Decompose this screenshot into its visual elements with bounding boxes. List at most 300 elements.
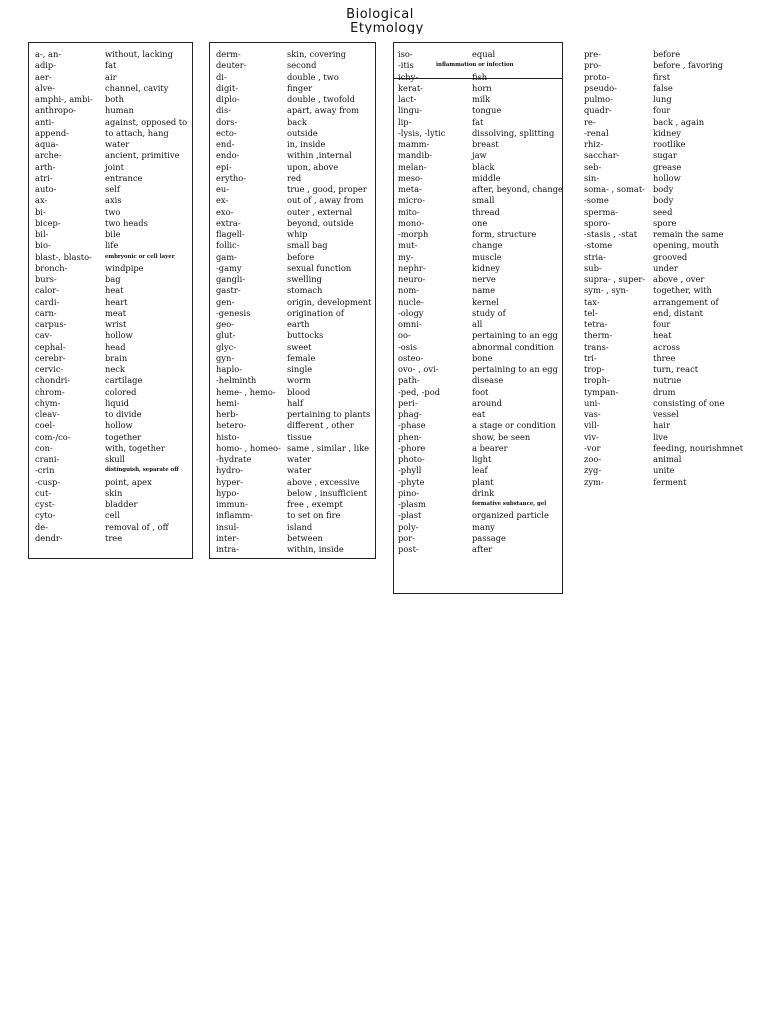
term-meaning: organized particle: [472, 510, 549, 521]
term-meaning: horn: [472, 82, 492, 93]
term-row: [35, 375, 187, 386]
term-row: [584, 319, 754, 330]
term-prefix: meta-: [398, 184, 422, 194]
term-meaning: upon, above: [287, 161, 339, 172]
term-row: [216, 443, 370, 454]
term-meaning: out of , away from: [287, 195, 364, 206]
term-meaning: all: [472, 319, 483, 329]
term-prefix: gen-: [216, 296, 235, 307]
term-meaning: dissolving, splitting: [472, 127, 555, 138]
term-meaning: small bag: [287, 240, 328, 251]
term-row: [35, 162, 187, 173]
term-meaning: grease: [653, 161, 682, 172]
term-row: [398, 139, 558, 150]
term-meaning: brain: [105, 352, 128, 363]
term-prefix: lip-: [398, 116, 412, 127]
term-prefix: anti-: [35, 116, 55, 127]
term-prefix: vas-: [584, 409, 601, 419]
term-row: [35, 432, 187, 443]
term-meaning: light: [472, 454, 492, 464]
term-meaning: apart, away from: [287, 105, 359, 116]
term-row: [35, 274, 187, 285]
term-meaning: double , two: [287, 71, 339, 82]
term-meaning: milk: [472, 94, 491, 104]
term-row: [35, 83, 187, 94]
term-row: [398, 285, 558, 296]
term-prefix: sin-: [584, 172, 600, 183]
term-meaning: kidney: [472, 262, 500, 273]
term-meaning: liquid: [105, 397, 129, 408]
term-row: [398, 432, 558, 443]
term-prefix: phag-: [398, 409, 422, 419]
term-meaning: different , other: [287, 420, 354, 431]
term-prefix: extra-: [216, 217, 241, 228]
term-prefix: tetra-: [584, 319, 608, 329]
term-meaning: earth: [287, 319, 310, 329]
term-meaning: live: [653, 431, 668, 442]
term-prefix: cervic-: [35, 364, 64, 374]
term-meaning: two heads: [105, 217, 148, 228]
term-row: [584, 443, 754, 454]
term-row: [216, 139, 370, 150]
term-prefix: adip-: [35, 60, 57, 71]
term-row: [584, 432, 754, 443]
term-meaning: water: [105, 139, 130, 149]
term-row: [216, 375, 370, 386]
term-prefix: append-: [35, 127, 69, 138]
term-row: [398, 533, 558, 544]
term-row: [216, 94, 370, 105]
term-row: [584, 162, 754, 173]
term-meaning: eat: [472, 409, 486, 419]
term-meaning: head: [105, 341, 126, 352]
term-prefix: -hydrate: [216, 454, 252, 464]
term-meaning: heat: [105, 285, 124, 296]
term-row: [35, 150, 187, 161]
term-prefix: arche-: [35, 150, 62, 161]
term-row: [584, 240, 754, 251]
term-meaning: form, structure: [472, 229, 537, 239]
term-prefix: burs-: [35, 274, 57, 284]
term-prefix: nom-: [398, 285, 420, 296]
term-meaning: after, beyond, change: [472, 184, 563, 194]
term-row: [398, 72, 558, 83]
term-meaning: fat: [472, 116, 484, 127]
term-row: [398, 454, 558, 465]
term-row: [35, 139, 187, 150]
term-meaning: to set on fire: [287, 510, 341, 521]
term-prefix: cav-: [35, 330, 53, 341]
term-prefix: haplo-: [216, 364, 243, 374]
term-meaning: arrangement of: [653, 296, 719, 307]
term-meaning: outside: [287, 127, 318, 138]
term-row: [35, 117, 187, 128]
term-row: [584, 252, 754, 263]
term-row: [216, 229, 370, 240]
term-meaning: channel, cavity: [105, 82, 169, 93]
term-row: [398, 117, 558, 128]
term-meaning: water: [287, 465, 312, 476]
term-prefix: uni-: [584, 397, 601, 408]
term-meaning: consisting of one: [653, 397, 725, 408]
term-meaning: middle: [472, 172, 501, 183]
term-row: [398, 499, 558, 510]
term-meaning: one: [472, 217, 488, 228]
column-4: [584, 49, 754, 488]
term-meaning: tree: [105, 532, 123, 543]
term-row: [216, 454, 370, 465]
term-prefix: flagell-: [216, 229, 245, 239]
term-prefix: poly-: [398, 521, 419, 532]
term-prefix: -stome: [584, 240, 613, 251]
term-meaning: animal: [653, 454, 682, 464]
term-meaning: heat: [653, 330, 672, 341]
term-meaning: sweet: [287, 341, 312, 352]
term-row: [35, 499, 187, 510]
term-meaning: spore: [653, 217, 677, 228]
term-meaning: life: [105, 240, 119, 251]
term-row: [398, 218, 558, 229]
term-row: [35, 49, 187, 60]
term-prefix: supra- , super-: [584, 274, 646, 284]
term-row: [35, 285, 187, 296]
term-meaning: drink: [472, 487, 495, 498]
term-row: [398, 342, 558, 353]
term-prefix: sub-: [584, 262, 602, 273]
term-meaning: beyond, outside: [287, 217, 354, 228]
term-prefix: gastr-: [216, 285, 241, 296]
term-meaning: wrist: [105, 319, 127, 329]
term-meaning: remain the same: [653, 229, 724, 239]
term-meaning: origination of: [287, 307, 344, 318]
term-meaning: bile: [105, 229, 121, 239]
term-meaning: windpipe: [105, 262, 144, 273]
term-row: [216, 60, 370, 71]
term-meaning: jaw: [472, 150, 487, 161]
term-prefix: vill-: [584, 420, 600, 431]
term-row: [398, 488, 558, 499]
term-row: [398, 229, 558, 240]
term-row: [35, 454, 187, 465]
term-meaning: vessel: [653, 409, 679, 419]
term-row: [398, 94, 558, 105]
term-meaning: grooved: [653, 251, 688, 262]
term-meaning: hair: [653, 420, 670, 431]
term-meaning: stomach: [287, 285, 323, 296]
term-meaning: blood: [287, 386, 311, 397]
term-row: [35, 342, 187, 353]
term-row: [398, 364, 558, 375]
term-meaning: tongue: [472, 105, 502, 116]
term-row: [35, 60, 187, 71]
term-prefix: amphi-, ambi-: [35, 94, 93, 104]
term-meaning: equal: [472, 49, 496, 59]
term-prefix: quadr-: [584, 105, 612, 116]
term-row: [584, 274, 754, 285]
term-meaning: nerve: [472, 274, 496, 284]
term-row: [398, 465, 558, 476]
term-row: [216, 162, 370, 173]
term-meaning: point, apex: [105, 476, 152, 487]
term-row: [35, 218, 187, 229]
term-prefix: lact-: [398, 94, 417, 104]
term-row: [584, 409, 754, 420]
term-row: [216, 353, 370, 364]
term-row: [398, 195, 558, 206]
term-prefix: tax-: [584, 296, 600, 307]
term-meaning: thread: [472, 206, 500, 217]
term-meaning: fat: [105, 60, 117, 71]
term-prefix: homo- , homeo-: [216, 442, 281, 453]
page-title: [300, 8, 460, 34]
term-prefix: derm-: [216, 49, 241, 59]
term-prefix: zoo-: [584, 454, 602, 464]
term-prefix: pino-: [398, 487, 420, 498]
term-meaning: abnormal condition: [472, 341, 554, 352]
term-row: [35, 420, 187, 431]
term-row: [584, 342, 754, 353]
term-meaning: between: [287, 532, 323, 543]
term-prefix: -plasm: [398, 499, 426, 509]
term-prefix: iso-: [398, 49, 413, 59]
term-row: [35, 173, 187, 184]
term-row: [398, 274, 558, 285]
term-prefix: photo-: [398, 454, 425, 464]
term-meaning: hollow: [105, 330, 133, 341]
term-row: [216, 128, 370, 139]
term-prefix: post-: [398, 544, 419, 554]
term-meaning: both: [105, 94, 124, 104]
term-prefix: end-: [216, 139, 235, 149]
term-prefix: -ped, -pod: [398, 386, 441, 397]
term-prefix: mito-: [398, 206, 420, 217]
term-meaning: under: [653, 262, 678, 273]
term-meaning: worm: [287, 375, 311, 386]
term-row: [216, 342, 370, 353]
term-prefix: pro-: [584, 60, 602, 71]
term-row: [584, 285, 754, 296]
term-prefix: con-: [35, 442, 53, 453]
term-prefix: stria-: [584, 251, 606, 262]
term-row: [398, 60, 558, 71]
term-row: [398, 105, 558, 116]
term-prefix: bil-: [35, 229, 49, 239]
term-row: [216, 218, 370, 229]
term-prefix: cerebr-: [35, 352, 66, 363]
term-row: [216, 432, 370, 443]
term-meaning: in, inside: [287, 139, 326, 149]
term-prefix: exo-: [216, 206, 234, 217]
term-row: [216, 263, 370, 274]
term-meaning: plant: [472, 476, 494, 487]
term-meaning: lung: [653, 94, 672, 104]
term-row: [584, 353, 754, 364]
term-meaning: pertaining to an egg: [472, 364, 558, 374]
term-row: [35, 94, 187, 105]
term-prefix: gangli-: [216, 274, 246, 284]
term-row: [35, 308, 187, 319]
term-row: [584, 128, 754, 139]
term-meaning: half: [287, 397, 304, 408]
term-prefix: sacchar-: [584, 150, 620, 161]
term-row: [216, 319, 370, 330]
term-meaning: breast: [472, 139, 499, 149]
term-prefix: blast-, blasto-: [35, 251, 92, 262]
term-row: [398, 83, 558, 94]
term-row: [216, 477, 370, 488]
term-row: [216, 364, 370, 375]
term-row: [35, 477, 187, 488]
term-prefix: aer-: [35, 71, 52, 82]
term-meaning: kidney: [653, 127, 681, 138]
term-row: [216, 308, 370, 319]
term-prefix: path-: [398, 375, 420, 386]
term-row: [398, 150, 558, 161]
term-row: [398, 207, 558, 218]
term-prefix: mono-: [398, 217, 425, 228]
term-prefix: bi-: [35, 206, 46, 217]
term-row: [584, 60, 754, 71]
term-row: [584, 477, 754, 488]
term-prefix: di-: [216, 71, 227, 82]
term-row: [35, 240, 187, 251]
term-prefix: ichy-: [398, 71, 419, 82]
term-prefix: herb-: [216, 409, 239, 419]
term-prefix: crani-: [35, 454, 60, 464]
term-row: [216, 330, 370, 341]
term-prefix: calor-: [35, 285, 60, 296]
term-prefix: cyto-: [35, 510, 56, 521]
term-row: [584, 263, 754, 274]
term-prefix: omni-: [398, 319, 422, 329]
term-prefix: mandib-: [398, 150, 433, 161]
term-meaning: ferment: [653, 476, 687, 487]
term-row: [216, 398, 370, 409]
term-row: [398, 330, 558, 341]
term-meaning: self: [105, 184, 120, 194]
term-meaning: red: [287, 172, 302, 183]
term-meaning: bone: [472, 352, 493, 363]
term-meaning: a stage or condition: [472, 420, 556, 431]
term-prefix: mamm-: [398, 139, 430, 149]
term-row: [584, 150, 754, 161]
term-meaning: skin, covering: [287, 49, 347, 59]
term-row: [35, 184, 187, 195]
term-prefix: -phyll: [398, 465, 422, 476]
term-row: [35, 364, 187, 375]
term-row: [216, 499, 370, 510]
term-meaning: axis: [105, 195, 122, 206]
term-prefix: neuro-: [398, 274, 426, 284]
term-prefix: ecto-: [216, 127, 237, 138]
term-meaning: whip: [287, 229, 308, 239]
term-row: [216, 195, 370, 206]
term-meaning: ancient, primitive: [105, 150, 180, 161]
term-row: [216, 285, 370, 296]
term-prefix: endo-: [216, 150, 240, 161]
term-row: [398, 387, 558, 398]
term-meaning: a bearer: [472, 442, 508, 453]
term-row: [216, 274, 370, 285]
term-meaning: free , exempt: [287, 499, 343, 509]
term-meaning: change: [472, 240, 503, 251]
term-prefix: cardi-: [35, 296, 60, 307]
term-meaning: pertaining to an egg: [472, 330, 558, 341]
term-meaning: without, lacking: [105, 49, 173, 59]
term-prefix: deuter-: [216, 60, 247, 71]
term-row: [398, 162, 558, 173]
term-meaning: pertaining to plants: [287, 409, 371, 419]
term-prefix: pre-: [584, 49, 601, 59]
term-meaning: true , good, proper: [287, 184, 367, 194]
term-prefix: trans-: [584, 341, 609, 352]
term-meaning: passage: [472, 532, 506, 543]
term-row: [35, 105, 187, 116]
term-prefix: -lysis, -lytic: [398, 127, 446, 138]
term-meaning: second: [287, 60, 317, 71]
term-meaning: distinguish, separate off: [105, 467, 179, 474]
term-prefix: atri-: [35, 172, 53, 183]
term-meaning: joint: [105, 161, 124, 172]
term-meaning: end, distant: [653, 307, 704, 318]
term-row: [35, 533, 187, 544]
term-row: [584, 49, 754, 60]
term-row: [216, 522, 370, 533]
term-row: [584, 72, 754, 83]
term-meaning: same , similar , like: [287, 442, 370, 453]
term-row: [35, 398, 187, 409]
term-row: [216, 105, 370, 116]
term-prefix: dendr-: [35, 532, 63, 543]
term-row: [584, 218, 754, 229]
term-meaning: leaf: [472, 465, 488, 476]
term-meaning: sugar: [653, 150, 677, 161]
column-3: [398, 49, 563, 555]
term-meaning: hollow: [653, 172, 681, 183]
term-prefix: de-: [35, 521, 49, 532]
term-row: [216, 510, 370, 521]
term-prefix: carn-: [35, 307, 57, 318]
term-row: [35, 252, 187, 263]
term-prefix: cleav-: [35, 409, 60, 419]
term-meaning: show, be seen: [472, 431, 531, 442]
term-row: [398, 510, 558, 521]
term-row: [398, 297, 558, 308]
term-prefix: inter-: [216, 532, 240, 543]
term-row: [398, 128, 558, 139]
term-meaning: finger: [287, 82, 313, 93]
term-prefix: oo-: [398, 330, 411, 341]
term-row: [584, 465, 754, 476]
term-row: [398, 375, 558, 386]
term-prefix: alve-: [35, 82, 56, 93]
term-row: [398, 544, 558, 555]
term-meaning: double , twofold: [287, 94, 355, 104]
term-row: [584, 364, 754, 375]
term-meaning: cell: [105, 510, 120, 521]
term-prefix: insul-: [216, 521, 240, 532]
term-prefix: sym- , syn-: [584, 285, 629, 296]
term-row: [398, 353, 558, 364]
term-meaning: body: [653, 195, 674, 206]
term-meaning: with, together: [105, 442, 165, 453]
term-prefix: re-: [584, 116, 596, 127]
term-prefix: nephr-: [398, 262, 426, 273]
term-prefix: hemi-: [216, 397, 240, 408]
term-meaning: above , excessive: [287, 476, 360, 487]
term-prefix: follic-: [216, 240, 240, 251]
term-meaning: origin, development: [287, 296, 372, 307]
